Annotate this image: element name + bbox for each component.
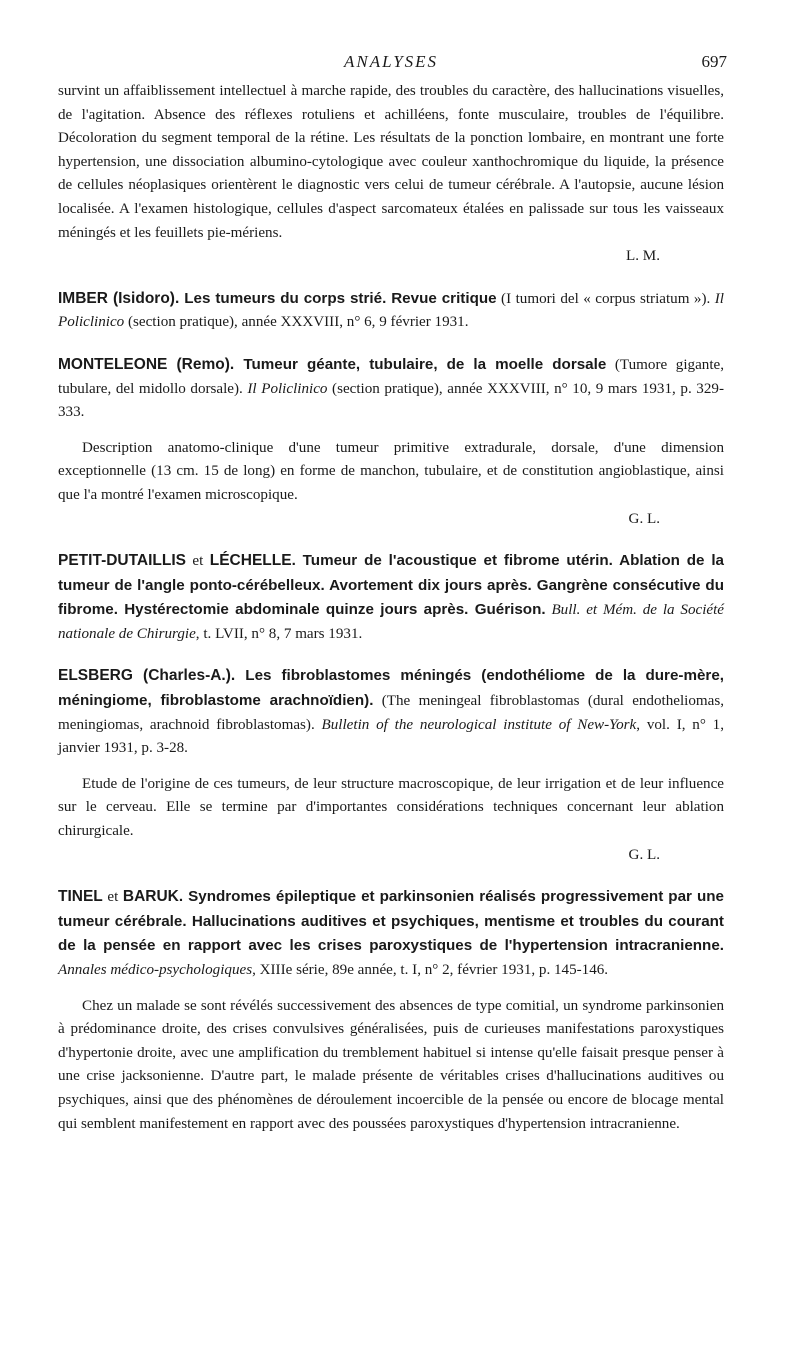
running-head — [58, 52, 727, 80]
author-connector: et — [102, 889, 123, 906]
abstract-entry-tinel-baruk — [58, 885, 724, 1136]
journal-name: Bulletin of the neurological institute of New-York — [321, 716, 637, 733]
page-number: 697 — [701, 52, 727, 71]
signature: G. L. — [628, 510, 660, 527]
article-title: Tumeur géante, tubulaire, de la moelle dorsale — [243, 355, 607, 373]
abstract-body: Description anatomo-clinique d'une tumeur primitive extradurale, dorsale, d'une dimension exceptionnelle (13 cm. 15 de long) en forme de manchon, tubulaire, et de constitution angioblastique, ainsi que l'a montré l'examen microscopique. — [58, 439, 724, 503]
author-name: PETIT-DUTAILLIS — [58, 552, 187, 570]
author-name-2: BARUK — [122, 888, 179, 906]
author-name: MONTELEONE — [58, 355, 168, 373]
author-name: ELSBERG — [58, 667, 133, 685]
entry-heading — [58, 549, 724, 646]
entry-heading — [58, 353, 724, 425]
reference-details: , t. LVII, n° 8, 7 mars 1931. — [195, 625, 363, 642]
author-forename: (Charles-A.). — [132, 667, 246, 685]
journal-name: Il Policlinico — [58, 290, 724, 331]
running-title: ANALYSES — [343, 52, 439, 71]
abstract-entry-elsberg — [58, 664, 724, 867]
reference-original-title: (The meningeal fibroblastomas (dural endotheliomas, meningiomas, arachnoid fibroblastomas). — [58, 693, 724, 733]
article-title: . Syndromes épileptique et parkinsonien réalisés progressivement par une tumeur cérébrale. Hallucinations auditives et psychiques, mentisme et troubles du courant de la pensée en rapport avec les crises paroxystiques de l'hypertension intracranienne. — [58, 888, 724, 955]
reference-details: (section pratique), année XXXVIII, n° 10, 9 mars 1931, p. 329-333. — [58, 380, 724, 421]
reference-original-title: (Tumore gigante, tubulare, del midollo dorsale). — [58, 356, 724, 397]
reference-details: (section pratique), année XXXVIII, n° 6, 9 février 1931. — [124, 314, 469, 331]
author-forename: (Isidoro). — [107, 289, 185, 307]
abstract-entry-petit-dutaillis — [58, 549, 724, 646]
journal-name: Il Policlinico — [247, 380, 328, 397]
entry-heading — [58, 664, 724, 760]
author-name: TINEL — [58, 888, 103, 906]
entry-heading — [58, 885, 724, 982]
reference-details: , XIIIe série, 89e année, t. I, n° 2, février 1931, p. 145-146. — [252, 962, 609, 978]
abstract-entry-monteleone — [58, 353, 724, 531]
reference-details: , vol. I, n° 1, janvier 1931, p. 3-28. — [58, 716, 724, 757]
author-name-2: LÉCHELLE — [209, 552, 292, 570]
reference-original-title: (I tumori del « corpus striatum »). — [496, 290, 715, 307]
journal-name: Annales médico-psychologiques — [58, 962, 253, 978]
signature: L. M. — [626, 248, 660, 265]
abstract-body: Etude de l'origine de ces tumeurs, de leur structure macroscopique, de leur irrigation et de leur influence sur le cerveau. Elle se termine par d'importantes considérations techniques concernant leur ablation chirurgicale. — [58, 775, 724, 840]
continuation-paragraph: survint un affaiblissement intellectuel à marche rapide, des troubles du caractère, des hallucinations visuelles, de l'agitation. Absence des réflexes rotuliens et achilléens, fonte musculaire, troubles de l'équilibre. Décoloration du segment temporal de la rétine. Les résultats de la ponction lombaire, en montrant une forte hypertension, une dissociation albumino-cytologique avec couleur xanthochromique du liquide, la présence de cellules néoplasiques orientèrent le diagnostic vers celui de tumeur cérébrale. A l'autopsie, aucune lésion localisée. A l'examen histologique, cellules d'aspect sarcomateux étalées en palissade sur tous les vaisseaux méningés et les feuillets pie-mériens. — [58, 83, 724, 241]
journal-name: Bull. et Mém. de la Société nationale de Chirurgie — [58, 602, 725, 642]
author-name: IMBER — [58, 289, 108, 307]
author-forename: (Remo). — [167, 355, 244, 373]
article-title: Les tumeurs du corps strié. Revue critique — [184, 289, 497, 307]
author-connector: et — [186, 553, 210, 570]
abstract-entry-imber — [58, 287, 724, 335]
entry-heading — [58, 287, 724, 335]
signature: G. L. — [628, 846, 660, 863]
page — [58, 52, 727, 1136]
abstract-body: Chez un malade se sont révélés successivement des absences de type comitial, un syndrome parkinsonien à prédominance droite, des crises convulsives généralisées, puis de curieuses manifestations paroxystiques d'hypertonie droite, avec une amplification du tremblement habituel si intense qu'elle faisait presque penser à une crise jacksonienne. D'autre part, le malade présente de véritables crises d'hallucinations auditives ou psychiques, ainsi que des phénomènes de déroulement incoercible de la pensée ou encore de blocage mental qui semblent manifestement en rapport avec des poussées paroxystiques d'hypertension intracranienne. — [58, 997, 724, 1132]
article-title: . Tumeur de l'acoustique et fibrome utérin. Ablation de la tumeur de l'angle ponto-cérébelleux. Avortement dix jours après. Gangrène consécutive du fibrome. Hystérectomie abdominale quinze jours après. Guérison. — [58, 552, 724, 619]
article-title: Les fibroblastomes méningés (endothéliome de la dure-mère, méningiome, fibroblastome arachnoïdien). — [58, 667, 724, 710]
